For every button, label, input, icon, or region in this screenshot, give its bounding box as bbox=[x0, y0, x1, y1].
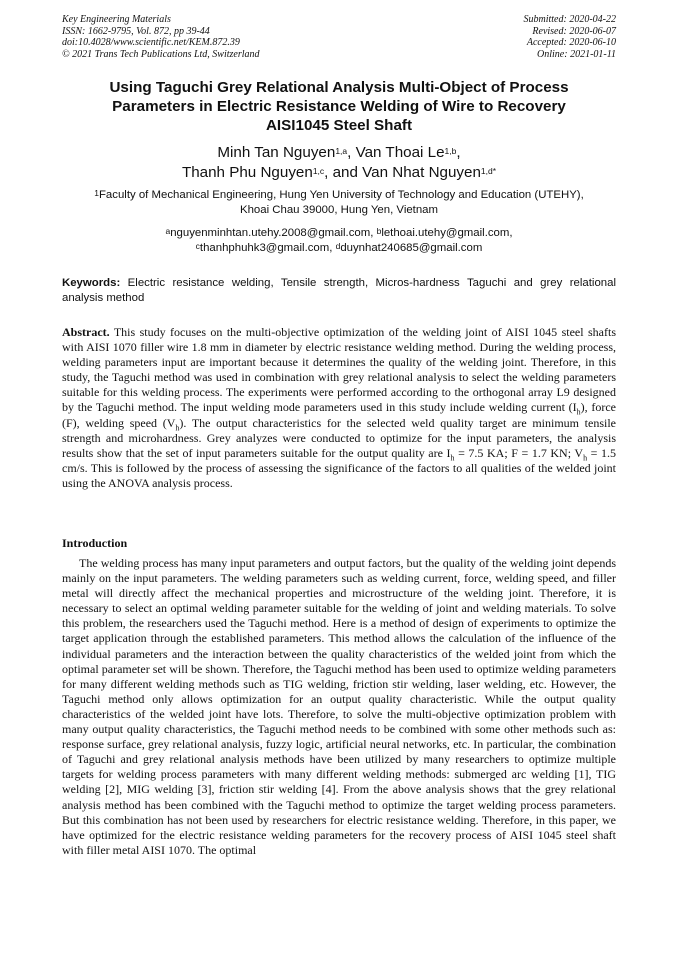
journal-doi: doi:10.4028/www.scientific.net/KEM.872.39 bbox=[62, 37, 240, 49]
authors-line-1 bbox=[62, 143, 616, 163]
title-line: Parameters in Electric Resistance Welding of Wire to Recovery bbox=[112, 98, 566, 115]
email-address: thanhphuhk3@gmail.com, bbox=[199, 242, 336, 254]
email-address: lethoai.utehy@gmail.com, bbox=[381, 227, 513, 239]
title-line: Using Taguchi Grey Relational Analysis Multi-Object of Process bbox=[109, 79, 569, 96]
subscript: h bbox=[175, 422, 180, 432]
email-mark: d bbox=[335, 241, 341, 251]
keywords-label: Keywords: bbox=[62, 277, 121, 289]
date-submitted: Submitted: 2020-04-22 bbox=[523, 14, 616, 25]
author-affil-mark: 1,a bbox=[335, 146, 348, 156]
date-accepted: Accepted: 2020-06-10 bbox=[526, 37, 616, 49]
abstract-text: ), force (F), welding speed (V bbox=[62, 400, 617, 430]
title-line: AISI1045 Steel Shaft bbox=[265, 117, 413, 134]
keywords bbox=[62, 276, 616, 306]
journal-issn: ISSN: 1662-9795, Vol. 872, pp 39-44 bbox=[62, 25, 210, 37]
section-heading-introduction: Introduction bbox=[62, 536, 128, 550]
subscript: h bbox=[576, 407, 581, 417]
email-mark: a bbox=[165, 226, 171, 236]
author-separator: , bbox=[456, 144, 461, 161]
author-name: Thanh Phu Nguyen bbox=[181, 164, 313, 181]
subscript: h bbox=[583, 453, 588, 463]
submission-dates bbox=[524, 14, 617, 60]
abstract-text: This study focuses on the multi-objective optimization of the welding joint of AISI 1045 steel shafts with AISI 1070 filler wire 1.8 mm in diameter by electric resistance welding method. During the welding process, welding parameters input are important because it determines the quality of the welding joint. Therefore, in this study, the Taguchi method was used in combination with grey relational analysis to select the welding parameters suitable for this welding process. The experiments were performed according to the orthogonal array L9 designed by the Taguchi method. The input welding mode parameters used in this study include welding current (I bbox=[62, 325, 616, 415]
introduction-paragraph: The welding process has many input parameters and output factors, but the quality of the welding joint depends mainly on the input parameters. The welding parameters such as welding current, force, welding speed, and filler metal will directly affect the mechanical properties and microstructure of the welding joint. Therefore, it is necessary to select an optimal welding parameter suitable for the welding of joint and welding materials. To solve this problem, the researchers used the Taguchi method. Here is a method of design of experiments to optimize the target application through the established parameters. This method allows the calculation of the influence of the individual parameters and the interaction between the quality characteristics of the welded joint from which the optimal parameter set will be shown. Therefore, the Taguchi method has been used to optimize welding parameters for many different welding methods such as TIG welding, friction stir welding, laser welding, etc. However, the Taguchi method only allows optimization for an output quality characteristic. While the output quality characteristics of the welded joint have lots. Therefore, to solve the multi-objective optimization problem with many output quality characteristics, the Taguchi method needs to be combined with some other methods such as: response surface, grey relational analysis, fuzzy logic, artificial neural networks, etc. In particular, the combination of Taguchi and grey relational analysis methods have been utilized by many researchers to optimize multiple targets for welding process parameters with many different welding methods: submerged arc welding [1], TIG welding [2], MIG welding [3], friction stir welding [4]. From the above analysis shows that the grey relational analysis method has been combined with the Taguchi method to optimize the target welding process parameters. But this combination has not been used by researchers for electric resistance welding. Therefore, in this paper, we have optimized for the electric resistance welding parameters for the recovery process of AISI 1045 steel shaft with filler metal AISI 1070. The optimal bbox=[62, 556, 616, 857]
authors-line-2 bbox=[62, 163, 616, 183]
journal-info bbox=[62, 14, 260, 60]
keywords-text: Electric resistance welding, Tensile strength, Micros-hardness Taguchi and grey relational analysis method bbox=[62, 277, 616, 304]
paper-title bbox=[62, 78, 616, 135]
journal-copyright: © 2021 Trans Tech Publications Ltd, Switzerland bbox=[62, 48, 260, 60]
email-address: nguyenminhtan.utehy.2008@gmail.com, bbox=[170, 227, 377, 239]
affiliation-text: Faculty of Mechanical Engineering, Hung Yen University of Technology and Education (UTEHY), bbox=[98, 189, 584, 201]
author-separator: , and bbox=[324, 164, 363, 181]
author-emails bbox=[62, 226, 616, 256]
author-name: Minh Tan Nguyen bbox=[217, 144, 336, 161]
author-affil-mark: 1,b bbox=[444, 146, 457, 156]
abstract-text: = 1.5 cm/s. This is followed by the process of assessing the significance of the factors to all qualities of the welded joint using the ANOVA analysis process. bbox=[62, 445, 616, 490]
author-list bbox=[62, 143, 616, 183]
date-revised: Revised: 2020-06-07 bbox=[532, 25, 616, 37]
email-line bbox=[62, 241, 616, 256]
abstract bbox=[62, 325, 616, 491]
abstract-label: Abstract. bbox=[62, 325, 110, 339]
author-affil-mark: 1,c bbox=[312, 166, 325, 176]
author-separator: , bbox=[347, 144, 356, 161]
email-mark: c bbox=[195, 241, 200, 251]
journal-name: Key Engineering Materials bbox=[62, 14, 171, 25]
affiliation-mark: 1 bbox=[94, 188, 99, 198]
abstract-text: = 7.5 KA; F = 1.7 KN; V bbox=[454, 445, 584, 460]
email-mark: b bbox=[376, 226, 382, 236]
affiliation-line bbox=[62, 188, 616, 203]
affiliation bbox=[62, 188, 616, 218]
affiliation-line: Khoai Chau 39000, Hung Yen, Vietnam bbox=[239, 204, 439, 216]
email-line bbox=[62, 226, 616, 241]
date-online: Online: 2021-01-11 bbox=[537, 48, 616, 60]
email-address: duynhat240685@gmail.com bbox=[340, 242, 483, 254]
author-name: Van Nhat Nguyen bbox=[362, 164, 481, 181]
abstract-text: ). The output characteristics for the selected weld quality target are minimum tensile strength and microhardness. Grey analyzes were conducted to optimize for the input parameters, the analysis results show that the set of input parameters suitable for the output quality are I bbox=[62, 415, 617, 460]
subscript: h bbox=[450, 453, 455, 463]
author-affil-mark: 1,d* bbox=[480, 166, 497, 176]
author-name: Van Thoai Le bbox=[355, 144, 445, 161]
